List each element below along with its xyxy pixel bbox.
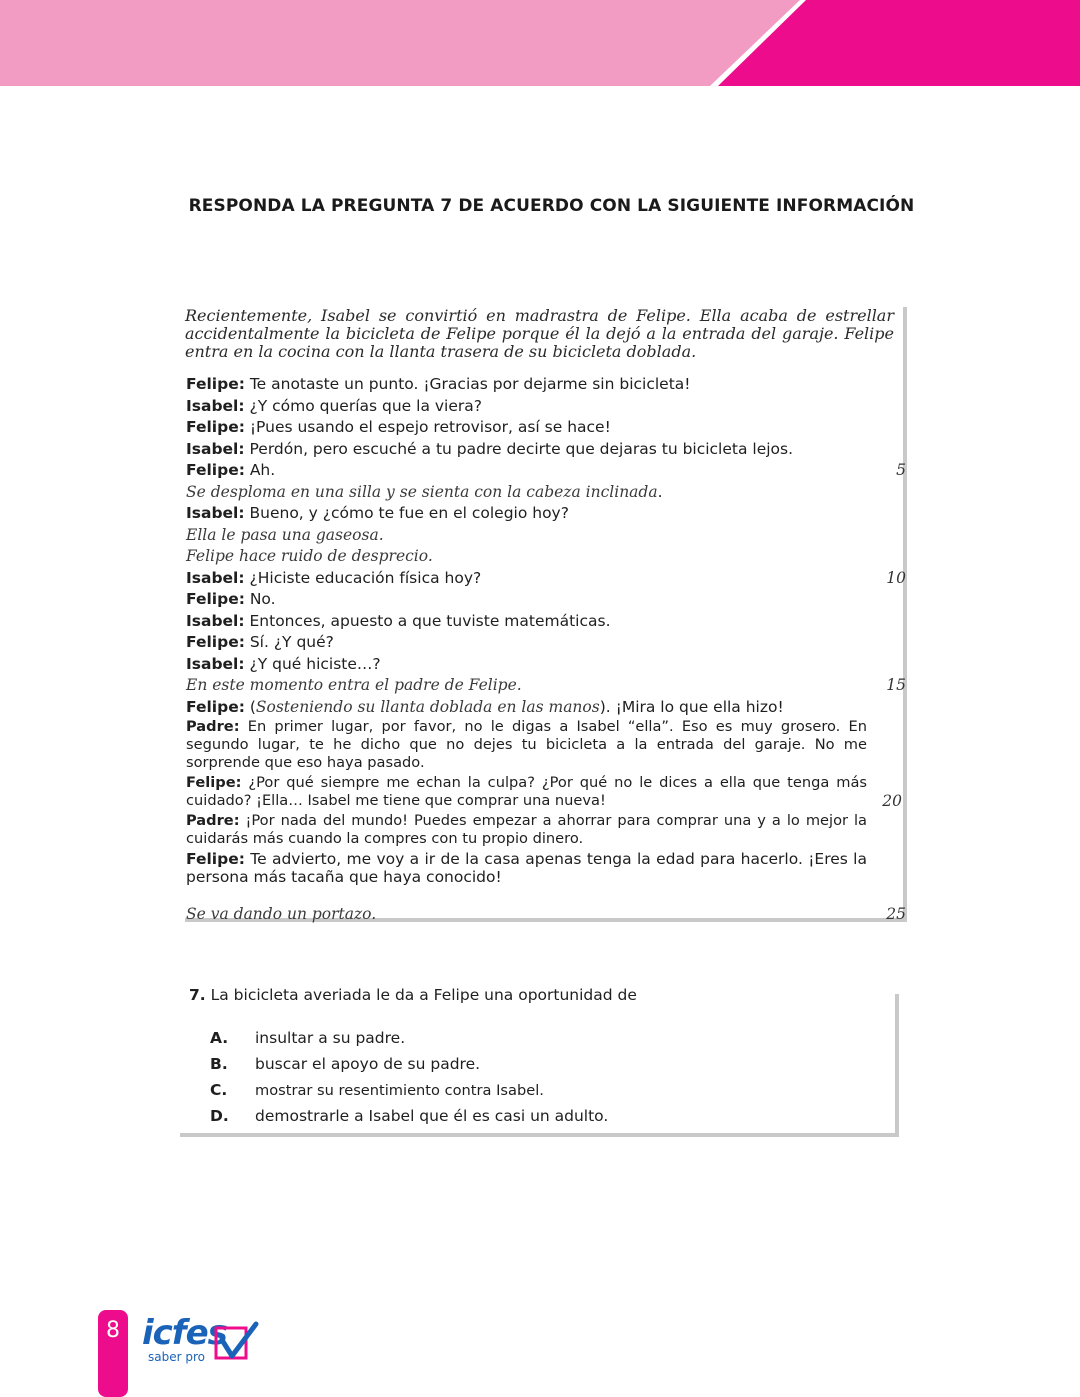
dialogue-lines xyxy=(186,374,904,926)
dialogue-line xyxy=(186,460,904,482)
page-heading: RESPONDA LA PREGUNTA 7 DE ACUERDO CON LA SIGUIENTE INFORMACIÓN xyxy=(188,196,915,216)
stage-text: Se desploma en una silla y se sienta con la cabeza inclinada xyxy=(186,482,658,501)
stage-punct: . xyxy=(657,482,663,501)
dialogue-line xyxy=(186,374,904,396)
line-number: 15 xyxy=(886,676,906,694)
dialogue-line xyxy=(186,697,904,719)
header-band xyxy=(0,0,1080,86)
line-text: ¿Y qué hiciste…? xyxy=(244,654,381,673)
option-letter: B. xyxy=(210,1055,228,1073)
option-letter: C. xyxy=(210,1081,228,1099)
stage-text: Ella le pasa una gaseosa. xyxy=(186,525,384,544)
line-text: Sí. ¿Y qué? xyxy=(244,633,334,651)
speaker: Isabel: xyxy=(186,439,245,458)
stage-text: Felipe hace ruido de desprecio. xyxy=(186,547,433,565)
option-text: mostrar su resentimiento contra Isabel. xyxy=(255,1082,544,1099)
line-number: 25 xyxy=(886,905,906,923)
option-letter: A. xyxy=(210,1029,229,1047)
icfes-logo-subtitle: saber pro xyxy=(148,1350,205,1364)
line-text: Perdón, pero escuché a tu padre decirte que dejaras tu bicicleta lejos. xyxy=(244,439,794,458)
option-text: buscar el apoyo de su padre. xyxy=(255,1055,481,1073)
speaker: Felipe: xyxy=(186,774,242,791)
question-number: 7. xyxy=(189,986,206,1004)
stage-text: En este momento entra el padre de Felipe. xyxy=(186,676,522,694)
line-text: ¡Pues usando el espejo retrovisor, así se hace! xyxy=(244,418,611,436)
question-stem xyxy=(189,986,637,1004)
answer-option-c[interactable] xyxy=(210,1081,544,1099)
question-box xyxy=(180,986,899,1137)
dialogue-line xyxy=(186,812,867,848)
speaker: Felipe: xyxy=(186,850,245,868)
line-text: Entonces, apuesto a que tuviste matemáticas. xyxy=(244,611,611,630)
line-text: ¿Y cómo querías que la viera? xyxy=(244,396,482,415)
speaker: Felipe: xyxy=(186,418,245,436)
stage-direction xyxy=(186,675,904,697)
dialogue-line xyxy=(186,568,904,590)
stage-direction xyxy=(186,546,904,568)
speaker: Felipe: xyxy=(186,633,245,651)
stage-direction xyxy=(186,904,904,926)
line-text: Te advierto, me voy a ir de la casa apenas tenga la edad para hacerlo. ¡Eres la persona más tacaña que haya conocido! xyxy=(186,850,867,886)
dialogue-line xyxy=(186,439,904,461)
speaker: Isabel: xyxy=(186,654,245,673)
dialogue-line xyxy=(186,632,904,654)
line-text: En primer lugar, por favor, no le digas a Isabel “ella”. Eso es muy grosero. En segundo lugar, te he dicho que no dejes tu bicicleta a la entrada del garaje. No me sorprende que eso haya pasado. xyxy=(186,718,867,771)
icfes-logo-text: icfes xyxy=(142,1313,227,1353)
dialogue-line xyxy=(186,850,867,886)
speaker: Felipe: xyxy=(186,590,245,608)
dialogue-line xyxy=(186,654,904,676)
dialogue-line xyxy=(186,589,904,611)
option-letter: D. xyxy=(210,1107,229,1125)
answer-option-b[interactable] xyxy=(210,1055,480,1073)
stage-text: Sosteniendo su llanta doblada en las manos xyxy=(255,697,600,716)
line-text: Bueno, y ¿cómo te fue en el colegio hoy? xyxy=(244,504,569,522)
speaker: Isabel: xyxy=(186,504,245,522)
page-number: 8 xyxy=(106,1318,120,1343)
answer-option-a[interactable] xyxy=(210,1029,405,1047)
answer-option-d[interactable] xyxy=(210,1107,608,1125)
line-text: Te anotaste un punto. ¡Gracias por dejarme sin bicicleta! xyxy=(244,375,691,393)
line-text: ¿Por qué siempre me echan la culpa? ¿Por qué no le dices a ella que tenga más cuidado? ¡Ella… Isabel me tiene que comprar una nueva! xyxy=(186,774,867,809)
dialogue-line xyxy=(186,503,904,525)
stage-text: Se va dando un portazo. xyxy=(186,905,377,923)
option-text: demostrarle a Isabel que él es casi un adulto. xyxy=(255,1107,609,1125)
line-text: ¡Por nada del mundo! Puedes empezar a ahorrar para comprar una y a lo mejor la cuidarás más cuando la compres con tu propio dinero. xyxy=(186,812,867,847)
speaker: Felipe: xyxy=(186,375,245,393)
speaker: Felipe: xyxy=(186,461,245,479)
speaker: Isabel: xyxy=(186,396,245,415)
speaker: Felipe: xyxy=(186,697,245,716)
speaker: Padre: xyxy=(186,812,240,829)
dialogue-line xyxy=(186,774,902,810)
line-text: Ah. xyxy=(244,461,276,479)
line-text: ¿Hiciste educación física hoy? xyxy=(244,568,482,587)
option-text: insultar a su padre. xyxy=(255,1029,406,1047)
line-number: 5 xyxy=(896,461,906,479)
line-text: ). ¡Mira lo que ella hizo! xyxy=(599,697,784,716)
line-number: 10 xyxy=(886,568,906,587)
line-number: 20 xyxy=(882,792,902,810)
stage-direction xyxy=(186,525,904,547)
passage-intro: Recientemente, Isabel se convirtió en madrastra de Felipe. Ella acaba de estrellar accidentalmente la bicicleta de Felipe porque él la dejó a la entrada del garaje. Felipe entra en la cocina con la llanta trasera de su bicicleta doblada. xyxy=(185,306,894,361)
dialogue-line xyxy=(186,417,904,439)
stage-direction xyxy=(186,482,904,504)
passage-box xyxy=(185,307,907,922)
line-text: No. xyxy=(244,590,276,608)
dialogue-line xyxy=(186,611,904,633)
speaker: Isabel: xyxy=(186,568,245,587)
line-text-open: ( xyxy=(244,697,256,716)
checkmark-icon xyxy=(214,1320,260,1364)
question-text: La bicicleta averiada le da a Felipe una oportunidad de xyxy=(210,986,637,1004)
speaker: Isabel: xyxy=(186,611,245,630)
dialogue-line xyxy=(186,718,867,772)
dialogue-line xyxy=(186,396,904,418)
speaker: Padre: xyxy=(186,718,240,735)
